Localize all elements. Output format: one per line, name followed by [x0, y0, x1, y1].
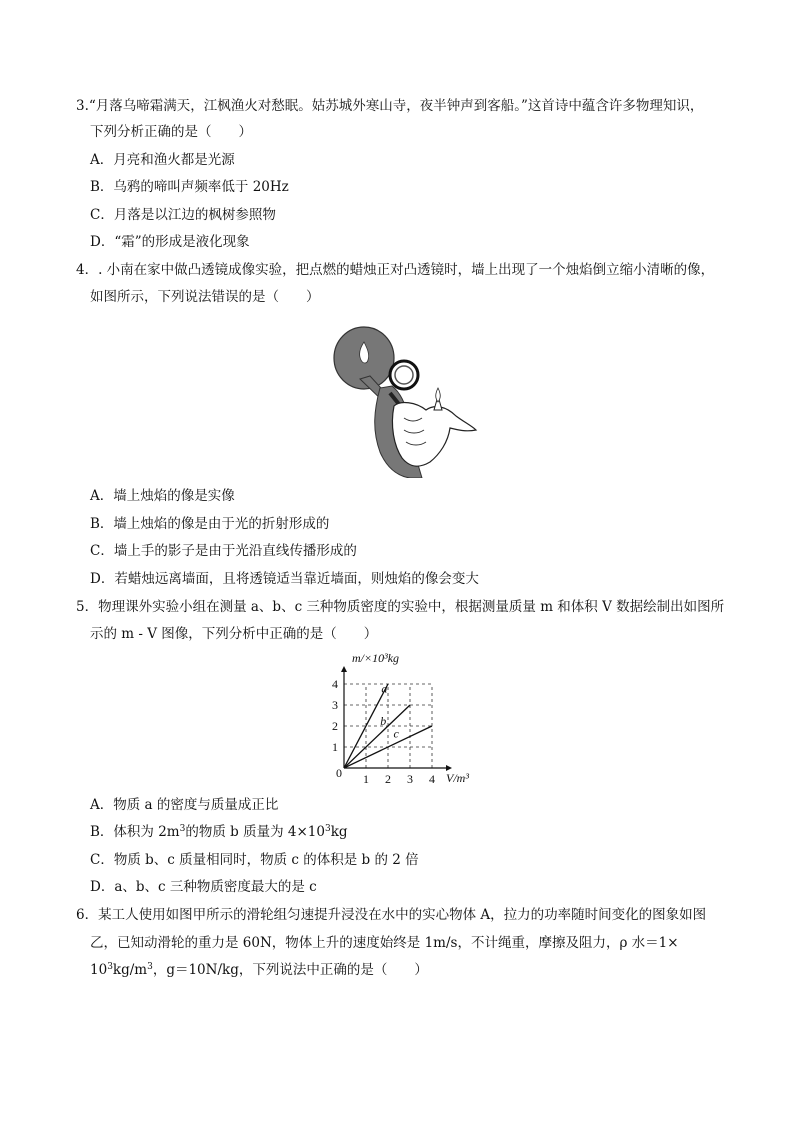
series-label-b: b: [380, 713, 387, 728]
q4-option-d: D．若蜡烛远离墙面，且将透镜适当靠近墙面，则烛焰的像会变大: [90, 571, 479, 587]
q6-stem-line2: 乙，已知动滑轮的重力是 60N，物体上升的速度始终是 1m/s，不计绳重，摩擦及阻力，ρ 水＝1×: [90, 935, 679, 951]
y-tick-label-1: 1: [332, 740, 338, 754]
x-axis-label: V/m³: [446, 771, 469, 785]
series-line-b: [344, 705, 410, 768]
series-label-a: a: [381, 681, 388, 696]
y-axis-label: m/×10³kg: [352, 651, 400, 665]
q4-stem-line1: 4．. 小南在家中做凸透镜成像实验，把点燃的蜡烛正对凸透镜时，墙上出现了一个烛焰倒立缩小清晰的像，: [76, 262, 715, 278]
q5-option-b-mid: 的物质 b 质量为 4×10: [185, 824, 325, 840]
q3-stem-line1: 3.“月落乌啼霜满天，江枫渔火对愁眠。姑苏城外寒山寺，夜半钟声到客船。”这首诗中蕴含许多物理知识，: [76, 98, 704, 114]
q4-option-a: A．墙上烛焰的像是实像: [90, 488, 235, 504]
magnifier-lens-icon: [390, 361, 418, 408]
x-tick-label-3: 3: [407, 772, 413, 786]
x-tick-label-4: 4: [429, 772, 435, 786]
hand-with-candle: [392, 388, 476, 466]
q6-line3-pre: 10: [90, 962, 108, 978]
q3-option-a: A．月亮和渔火都是光源: [90, 152, 235, 168]
q5-option-b-post: kg: [330, 824, 348, 840]
q5-option-d: D．a、b、c 三种物质密度最大的是 c: [90, 879, 317, 895]
q5-option-b-sup2: 3: [324, 824, 331, 834]
q6-line3-sup: 3: [107, 962, 113, 972]
lens-experiment-figure: [330, 318, 480, 478]
y-tick-label-3: 3: [332, 698, 338, 712]
q4-option-c: C．墙上手的影子是由于光沿直线传播形成的: [90, 543, 357, 559]
mv-chart: [320, 648, 495, 790]
q4-stem-line2: 如图所示，下列说法错误的是（ ）: [90, 289, 320, 305]
q6-line3-post: kg/m: [112, 962, 148, 978]
q5-stem-line1: 5．物理课外实验小组在测量 a、b、c 三种物质密度的实验中，根据测量质量 m 和体积 V 数据绘制出如图所: [76, 599, 725, 615]
q5-option-b: [90, 823, 348, 841]
q5-option-b-sup1: 3: [179, 824, 186, 834]
q5-option-c: C．物质 b、c 质量相同时，物质 c 的体积是 b 的 2 倍: [90, 852, 419, 868]
q6-stem-line3: [90, 961, 428, 979]
origin-label: 0: [336, 766, 342, 780]
q6-stem-line1: 6．某工人使用如图甲所示的滑轮组匀速提升浸没在水中的实心物体 A，拉力的功率随时间变化的图象如图: [76, 907, 707, 923]
y-tick-label-4: 4: [332, 677, 338, 691]
q3-option-c: C．月落是以江边的枫树参照物: [90, 207, 276, 223]
x-tick-label-1: 1: [363, 772, 369, 786]
q3-option-d: D．“霜”的形成是液化现象: [90, 234, 250, 250]
q4-option-b: B．墙上烛焰的像是由于光的折射形成的: [90, 516, 330, 532]
y-tick-label-2: 2: [332, 719, 338, 733]
q5-stem-line2: 示的 m - V 图像，下列分析中正确的是（ ）: [90, 626, 378, 642]
q5-option-b-pre: B．体积为 2m: [90, 824, 180, 840]
q6-line3-sup2: 3: [147, 962, 153, 972]
q5-option-a: A．物质 a 的密度与质量成正比: [90, 797, 279, 813]
series-label-c: c: [393, 726, 399, 741]
q3-option-b: B．乌鸦的啼叫声频率低于 20Hz: [90, 179, 289, 195]
q6-line3-end: ，g＝10N/kg，下列说法中正确的是（ ）: [152, 962, 428, 978]
y-axis-arrow: [341, 666, 347, 672]
x-tick-label-2: 2: [385, 772, 391, 786]
q3-stem-line2: 下列分析正确的是（ ）: [90, 124, 252, 140]
